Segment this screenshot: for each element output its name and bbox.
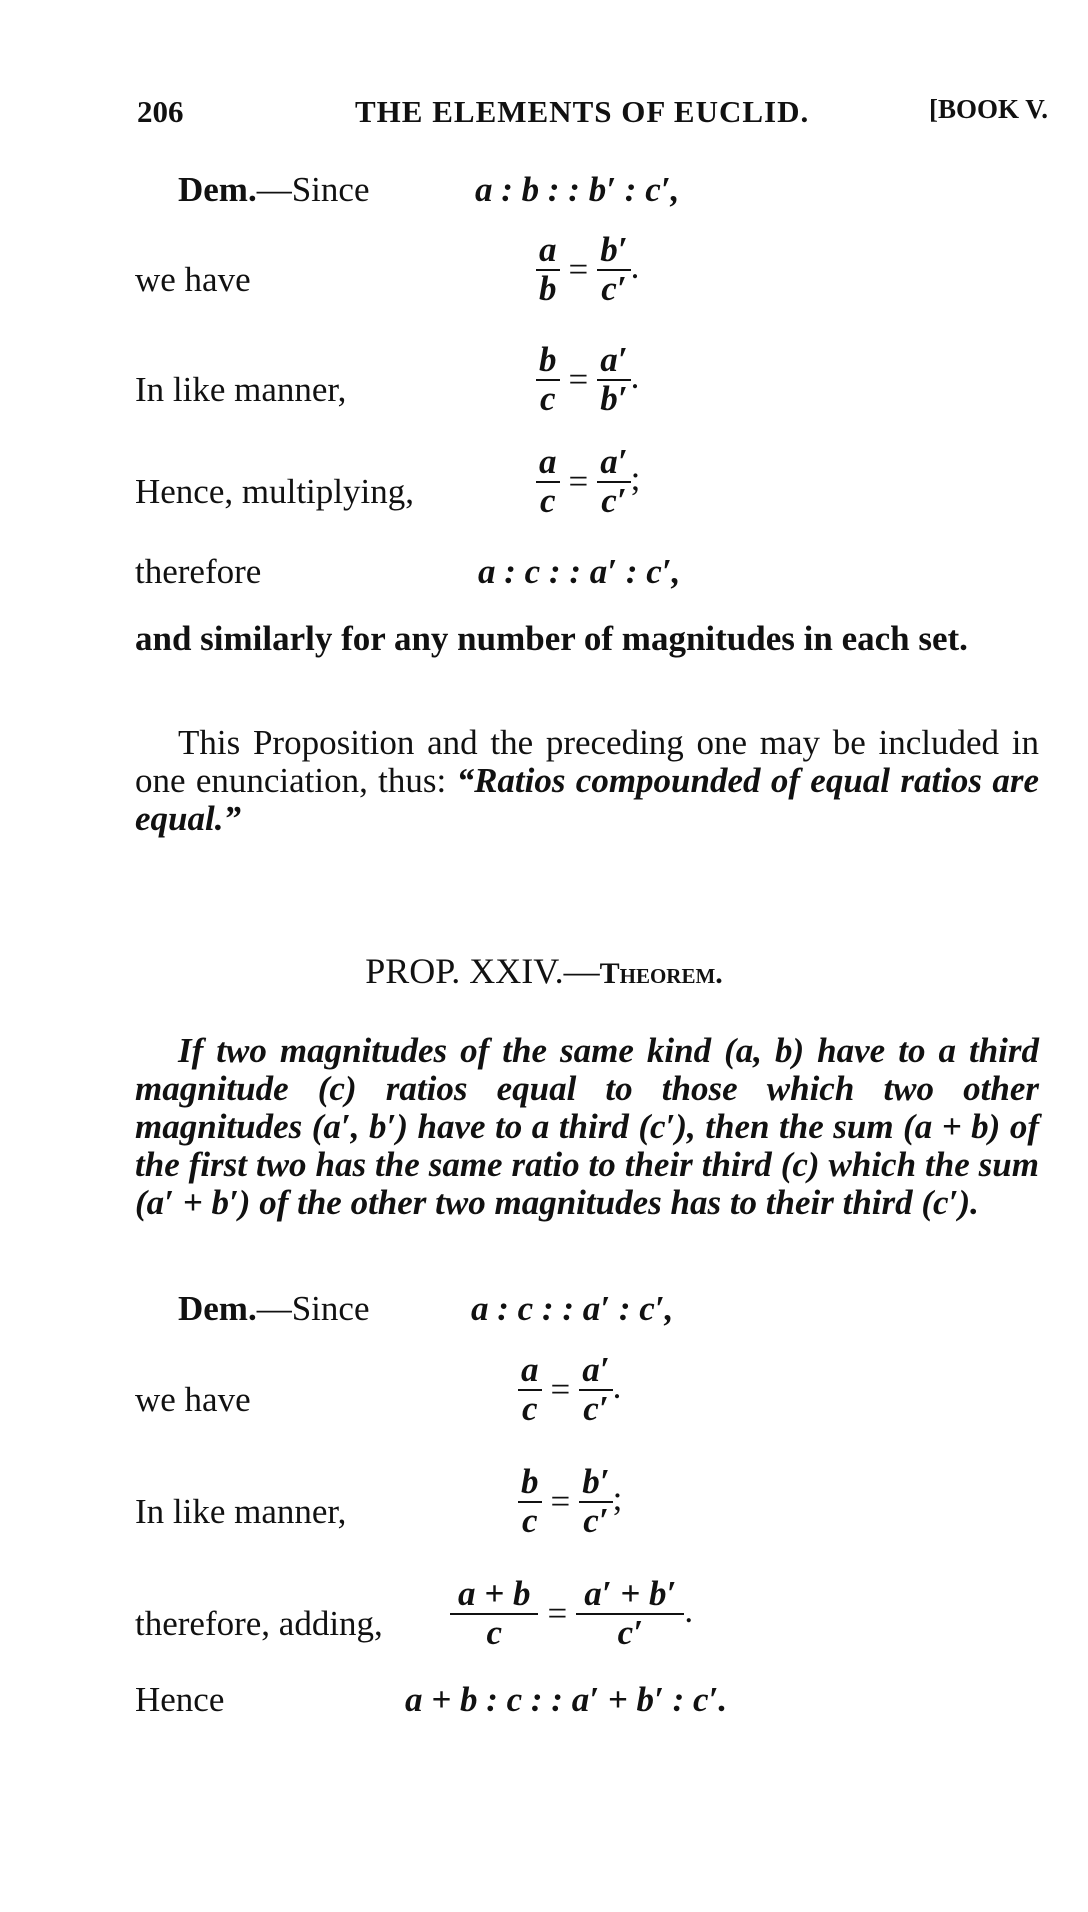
note-quote: “Ratios compounded of equal ratios are equal.” <box>135 761 1039 838</box>
running-title: THE ELEMENTS OF EUCLID. <box>355 94 810 129</box>
proposition-title: PROP. XXIV.—Theorem. <box>365 951 723 991</box>
hence-expression: a + b : c : : a′ + b′ : c′. <box>405 1680 728 1719</box>
therefore-label: therefore <box>135 552 262 591</box>
page-number: 206 <box>137 94 184 129</box>
fraction-equation: $\frac{a}{b}$ = $\frac{b'}{c'}$ . <box>536 232 639 308</box>
fraction-equation: $\frac{b}{c}$ = $\frac{a'}{b'}$ . <box>536 342 639 418</box>
since-text: —Since <box>256 170 370 209</box>
similarly-paragraph: and similarly for any number of magnitudes in each set. <box>135 619 968 658</box>
fraction-equation: $\frac{b}{c}$ = $\frac{b'}{c'}$ ; <box>518 1464 622 1540</box>
therefore-expression: a : c : : a′ : c′, <box>478 552 681 591</box>
we-have-label: we have <box>135 260 251 299</box>
therefore-adding-label: therefore, adding, <box>135 1604 383 1643</box>
note-paragraph: This Proposition and the preceding one may be included in one enunciation, thus: “Ratios compounded of equal ratios are equal.” <box>135 723 1039 838</box>
in-like-manner-label: In like manner, <box>135 370 347 409</box>
since-expression: a : c : : a′ : c′, <box>471 1289 674 1328</box>
since-expression: a : b : : b′ : c′, <box>475 170 680 209</box>
enunciation-paragraph: If two magnitudes of the same kind (a, b) have to a third magnitude (c) ratios equal to those which two other magnitudes (a′, b′) have to a third (c′), then the sum (a + b) of the first two has the same ratio to their third (c) which the sum (a′ + b′) of the other two magnitudes has to their third (c′). <box>135 1031 1039 1222</box>
fraction-equation: $\frac{a + b}{c}$ = $\frac{a' + b'}{c'}$ . <box>450 1576 693 1652</box>
since-text: —Since <box>256 1289 370 1328</box>
proposition-kind: Theorem. <box>599 957 723 990</box>
fraction-equation: $\frac{a}{c}$ = $\frac{a'}{c'}$ ; <box>536 444 640 520</box>
hence-label: Hence <box>135 1680 225 1719</box>
running-header <box>137 94 1048 138</box>
fraction-equation: $\frac{a}{c}$ = $\frac{a'}{c'}$ . <box>518 1352 621 1428</box>
in-like-manner-label: In like manner, <box>135 1492 347 1531</box>
hence-multiplying-label: Hence, multiplying, <box>135 472 414 511</box>
dem-label: Dem. <box>178 1289 257 1328</box>
we-have-label: we have <box>135 1380 251 1419</box>
dem-label: Dem. <box>178 170 257 209</box>
book-label: [BOOK V. <box>928 94 1048 124</box>
